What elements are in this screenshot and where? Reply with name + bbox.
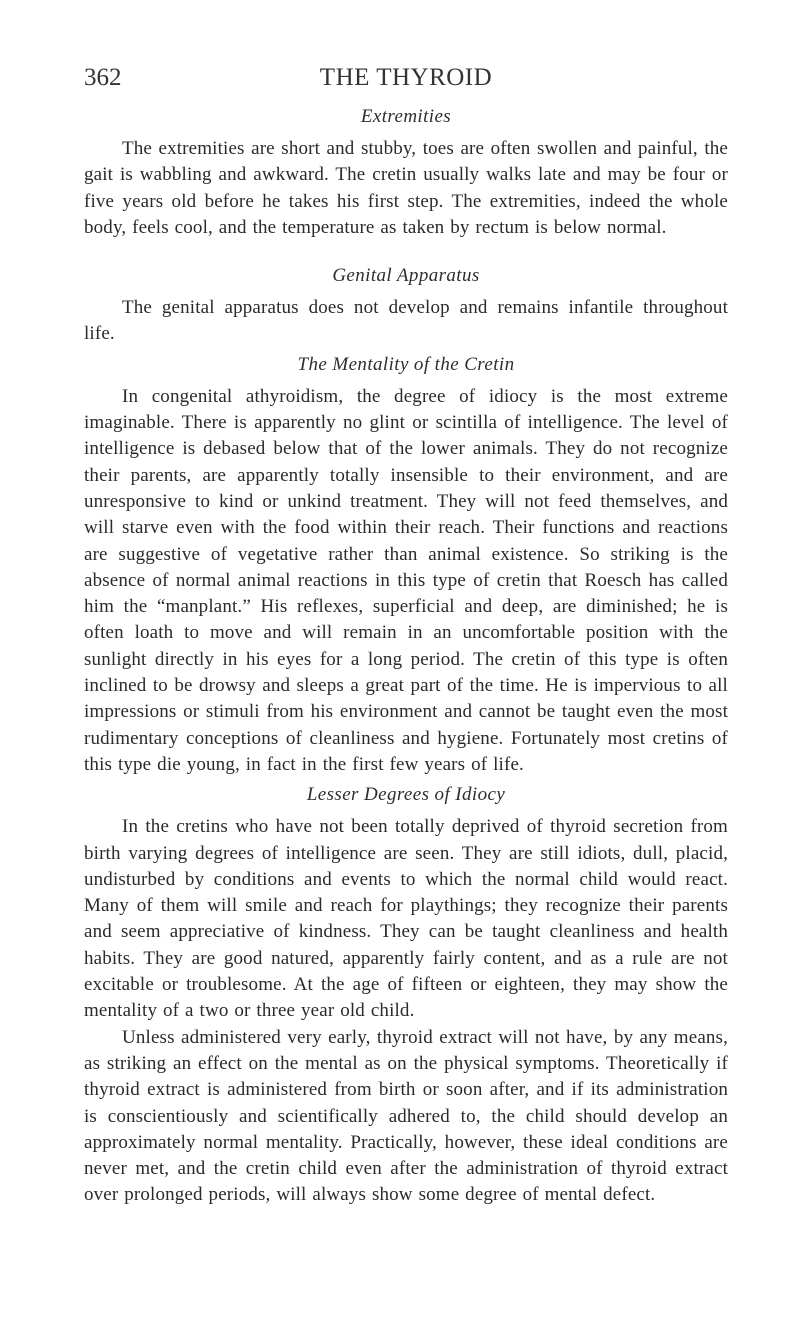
section-heading-extremities: Extremities (360, 106, 452, 127)
running-head (84, 62, 728, 102)
running-title: THE THYROID (319, 64, 493, 91)
paragraph-mentality: In congenital athyroidism, the degree of idiocy is the most extreme imaginable. There is apparently no glint or scintilla of intelligence. The level of intelligence is debased below that of the lower animals. They do not recognize their parents, are apparently totally insensible to their environment, and are unresponsive to kind or unkind treatment. They will not feed themselves, and will starve even with the food within their reach. Their functions and reactions are suggestive of vegetative rather than animal existence. So striking is the absence of normal animal reactions in this type of cretin that Roesch has called him the “manplant.” His reflexes, superficial and deep, are diminished; he is often loath to move and will remain in an uncomfortable position with the sunlight directly in his eyes for a long period. The cretin of this type is often inclined to be drowsy and sleeps a great part of the time. He is impervious to all impressions or stimuli from his environment and cannot be taught even the most rudimentary conceptions of cleanliness and hygiene. Fortunately most cretins of this type die young, in fact in the first few years of life. (84, 385, 728, 775)
page-number: 362 (84, 64, 122, 91)
section-lesser-degrees (84, 782, 728, 1208)
section-heading-mentality: The Mentality of the Cretin (297, 353, 515, 375)
section-genital-apparatus (84, 263, 728, 348)
paragraph-extremities: The extremities are short and stubby, toes are often swollen and painful, the gait is wabbling and awkward. The cretin usually walks late and may be four or five years old before he takes his first step. The extremities, indeed the whole body, feels cool, and the temperature as taken by rectum is below normal. (84, 138, 728, 238)
book-page (84, 62, 728, 1209)
section-mentality (84, 352, 728, 778)
paragraph-lesser-degrees-1: In the cretins who have not been totally deprived of thyroid secretion from birth varying degrees of intelligence are seen. They are still idiots, dull, placid, undisturbed by conditions and events to which the normal child would react. Many of them will smile and reach for playthings; they recognize their parents and seem appreciative of kindness. They can be taught cleanliness and health habits. They are good natured, apparently fairly content, and as a rule are not excitable or troublesome. At the age of fifteen or eighteen, they may show the mentality of a two or three year old child. (84, 816, 728, 1022)
section-extremities (84, 104, 728, 241)
paragraph-lesser-degrees-2: Unless administered very early, thyroid extract will not have, by any means, as striking an effect on the mental as on the physical symptoms. Theoretically if thyroid extract is administered from birth or soon after, and if its administration is conscientiously and scientifically adhered to, the child should develop an approximately normal mentality. Practically, however, these ideal conditions are never met, and the cretin child even after the administration of thyroid extract over prolonged periods, will always show some degree of mental defect. (84, 1026, 728, 1206)
section-heading-genital-apparatus: Genital Apparatus (332, 265, 480, 287)
paragraph-genital-apparatus: The genital apparatus does not develop and remains infantile throughout life. (84, 297, 728, 345)
section-heading-lesser-degrees: Lesser Degrees of Idiocy (306, 784, 506, 806)
